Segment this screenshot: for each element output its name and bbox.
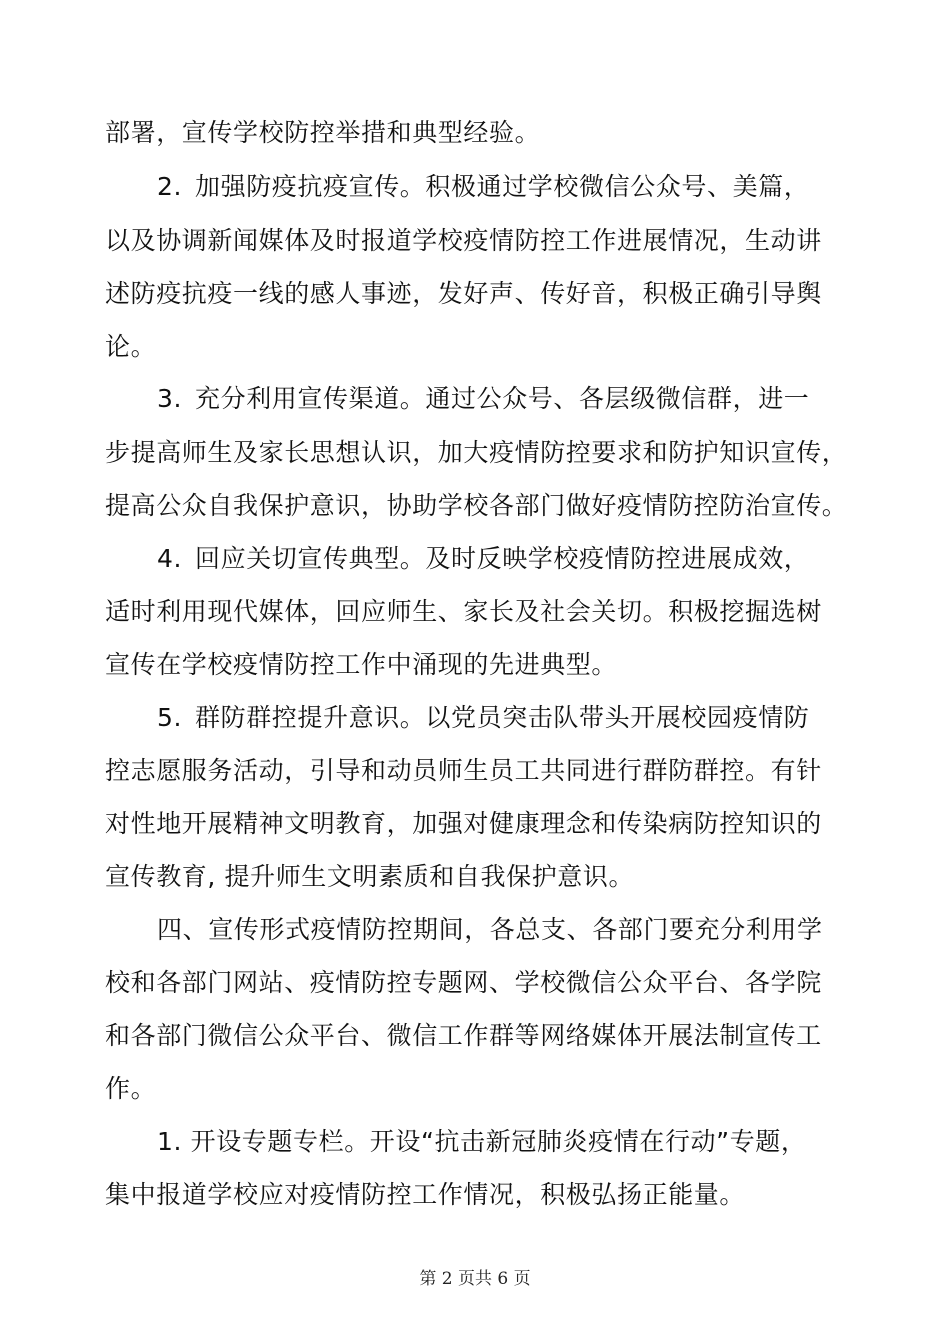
paragraph-line: 宣传在学校疫情防控工作中涌现的先进典型。 <box>105 650 618 679</box>
line-text: 加强防疫抗疫宣传。积极通过学校微信公众号、美篇， <box>195 172 810 201</box>
paragraph-line: 四、宣传形式疫情防控期间，各总支、各部门要充分利用学 <box>157 915 823 944</box>
list-number: 5. <box>157 703 183 732</box>
paragraph-line <box>157 703 809 733</box>
paragraph-line: 宣传教育, 提升师生文明素质和自我保护意识。 <box>105 862 635 891</box>
paragraph-line <box>157 384 809 414</box>
paragraph-line: 集中报道学校应对疫情防控工作情况，积极弘扬正能量。 <box>105 1180 746 1209</box>
line-text: 群防群控提升意识。以党员突击队带头开展校园疫情防 <box>195 703 810 732</box>
paragraph-line: 和各部门微信公众平台、微信工作群等网络媒体开展法制宣传工 <box>105 1021 822 1050</box>
paragraph-line: 控志愿服务活动，引导和动员师生员工共同进行群防群控。有针 <box>105 756 822 785</box>
paragraph-line: 步提高师生及家长思想认识，加大疫情防控要求和防护知识宣传， <box>105 438 848 467</box>
line-text: 充分利用宣传渠道。通过公众号、各层级微信群，进一 <box>195 384 810 413</box>
list-number: 4. <box>157 544 183 573</box>
paragraph-line: 提高公众自我保护意识，协助学校各部门做好疫情防控防治宣传。 <box>105 491 848 520</box>
paragraph-line: 论。 <box>105 332 157 361</box>
paragraph-line: 作。 <box>105 1074 157 1103</box>
line-text: 回应关切宣传典型。及时反映学校疫情防控进展成效， <box>195 544 810 573</box>
paragraph-line <box>157 172 809 202</box>
list-number: 3. <box>157 384 183 413</box>
paragraph-line: 1. 开设专题专栏。开设“抗击新冠肺炎疫情在行动”专题， <box>157 1127 807 1156</box>
paragraph-line: 校和各部门网站、疫情防控专题网、学校微信公众平台、各学院 <box>105 968 822 997</box>
paragraph-line: 以及协调新闻媒体及时报道学校疫情防控工作进展情况，生动讲 <box>105 226 822 255</box>
page-footer: 第 2 页共 6 页 <box>419 1269 531 1289</box>
paragraph-line: 部署，宣传学校防控举措和典型经验。 <box>105 118 541 147</box>
paragraph-line: 对性地开展精神文明教育，加强对健康理念和传染病防控知识的 <box>105 809 822 838</box>
paragraph-line: 述防疫抗疫一线的感人事迹，发好声、传好音，积极正确引导舆 <box>105 279 822 308</box>
paragraph-line <box>157 544 809 574</box>
list-number: 2. <box>157 172 183 201</box>
paragraph-line: 适时利用现代媒体，回应师生、家长及社会关切。积极挖掘选树 <box>105 597 822 626</box>
